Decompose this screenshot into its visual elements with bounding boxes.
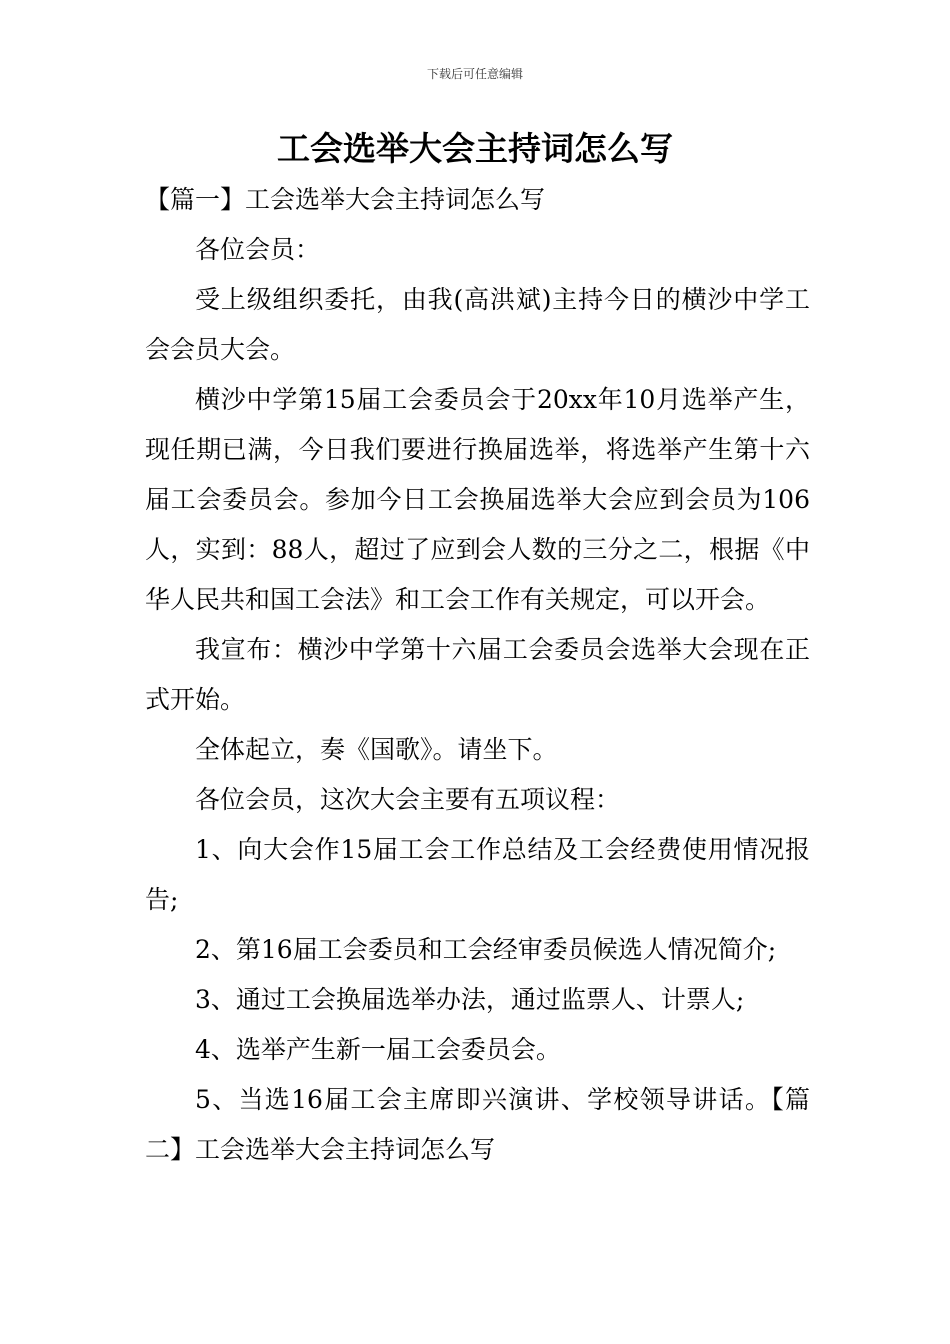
- paragraph-salutation: 各位会员：: [195, 235, 321, 264]
- agenda-item: 3、通过工会换届选举办法，通过监票人、计票人;: [195, 985, 745, 1014]
- paragraph: 各位会员，这次大会主要有五项议程：: [195, 785, 621, 814]
- header-note: 下载后可任意编辑: [426, 67, 523, 81]
- agenda-item: 2、第16届工会委员和工会经审委员候选人情况简介;: [195, 935, 777, 964]
- page-title: 工会选举大会主持词怎么写: [277, 129, 673, 168]
- paragraph: 我宣布：横沙中学第十六届工会委员会选举大会现在正式开始。: [145, 635, 810, 714]
- paragraph: 横沙中学第15届工会委员会于20xx年10月选举产生，现任期已满，今日我们要进行换届选举，将选举产生第十六届工会委员会。参加今日工会换届选举大会应到会员为106人，实到：88人，超过了应到会人数的三分之二，根据《中华人民共和国工会法》和工会工作有关规定，可以开会。: [145, 385, 810, 614]
- paragraph: 全体起立，奏《国歌》。请坐下。: [195, 735, 558, 764]
- agenda-item: 1、向大会作15届工会工作总结及工会经费使用情况报告;: [145, 835, 810, 914]
- section-heading: 【篇一】工会选举大会主持词怎么写: [145, 185, 546, 214]
- paragraph: 受上级组织委托，由我(高洪斌)主持今日的横沙中学工会会员大会。: [145, 285, 810, 364]
- agenda-item: 4、选举产生新一届工会委员会。: [195, 1035, 561, 1064]
- agenda-item: 5、当选16届工会主席即兴演讲、学校领导讲话。【篇二】工会选举大会主持词怎么写: [145, 1085, 810, 1164]
- document-body: [145, 175, 810, 1175]
